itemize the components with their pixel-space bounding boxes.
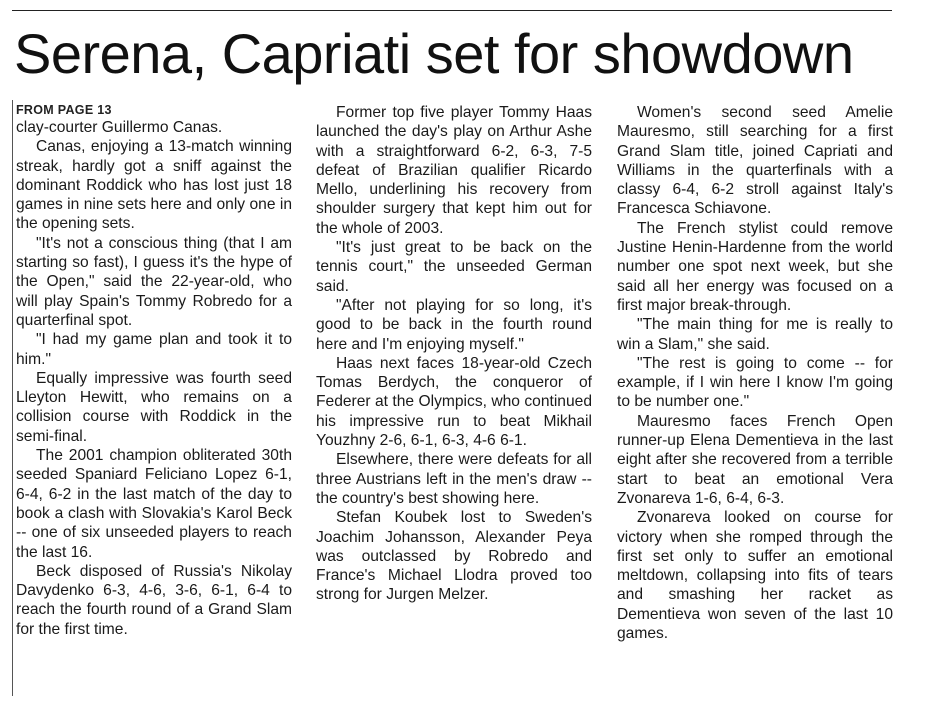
article-column-1 [16,103,292,639]
paragraph: The 2001 champion obliterated 30th seeded Spaniard Feliciano Lopez 6-1, 6-4, 6-2 in the last match of the day to book a clash with Slovakia's Karol Beck -- one of six unseeded players to reach the last 16. [16,447,292,561]
paragraph: Stefan Koubek lost to Sweden's Joachim Johansson, Alexander Peya was outclassed by Robredo and France's Michael Llodra proved too strong for Jurgen Melzer. [316,509,592,604]
paragraph: "It's not a conscious thing (that I am starting so fast), I guess it's the hype of the Open," said the 22-year-old, who will play Spain's Tommy Robredo for a quarterfinal spot. [16,234,292,329]
article-column-3 [617,103,893,643]
paragraph: Elsewhere, there were defeats for all three Austrians left in the men's draw -- the country's best showing here. [316,451,592,507]
paragraph: "The main thing for me is really to win a Slam," she said. [617,316,893,353]
paragraph: The French stylist could remove Justine Henin-Hardenne from the world number one spot next week, but she said all her energy was focused on a first major break-through. [617,219,893,314]
paragraph: Zvonareva looked on course for victory when she romped through the first set only to suffer an emotional meltdown, collapsing into fits of tears and smashing her racket as Dementieva won seven of the last 10 games. [617,509,893,643]
paragraph: clay-courter Guillermo Canas. [16,119,223,136]
paragraph: Canas, enjoying a 13-match winning streak, hardly got a sniff against the dominant Roddick who has lost just 18 games in nine sets here and only one in the opening sets. [16,138,292,233]
paragraph: "After not playing for so long, it's good to be back in the fourth round here and I'm enjoying myself." [316,296,592,353]
paragraph: Former top five player Tommy Haas launched the day's play on Arthur Ashe with a straightforward 6-2, 6-3, 7-5 defeat of Brazilian qualifier Ricardo Mello, underlining his recovery from shoulder surgery that kept him out for the whole of 2003. [316,104,592,237]
paragraph: "I had my game plan and took it to him." [16,331,292,368]
top-rule [12,10,892,11]
paragraph: Women's second seed Amelie Mauresmo, still searching for a first Grand Slam title, joined Capriati and Williams in the quarterfinals with a classy 6-4, 6-2 stroll against Italy's Francesca Schiavone. [617,104,893,218]
paragraph: "It's just great to be back on the tennis court," the unseeded German said. [316,239,592,295]
paragraph: Equally impressive was fourth seed Lleyton Hewitt, who remains on a collision course with Roddick in the semi-final. [16,369,292,445]
paragraph: Beck disposed of Russia's Nikolay Davydenko 6-3, 4-6, 3-6, 6-1, 6-4 to reach the fourth round of a Grand Slam for the first time. [16,562,292,638]
article-column-2 [316,103,592,605]
jump-line: FROM PAGE 13 [16,103,112,117]
paragraph: Haas next faces 18-year-old Czech Tomas Berdych, the conqueror of Federer at the Olympics, who continued his impressive run to beat Mikhail Youzhny 2-6, 6-1, 6-3, 4-6 6-1. [316,354,592,450]
headline: Serena, Capriati set for showdown [14,22,854,85]
column-rule-left [12,100,13,696]
paragraph: Mauresmo faces French Open runner-up Elena Dementieva in the last eight after she recovered from a terrible start to beat an emotional Vera Zvonareva 1-6, 6-4, 6-3. [617,412,893,507]
paragraph: "The rest is going to come -- for example, if I win here I know I'm going to be number one." [617,354,893,411]
